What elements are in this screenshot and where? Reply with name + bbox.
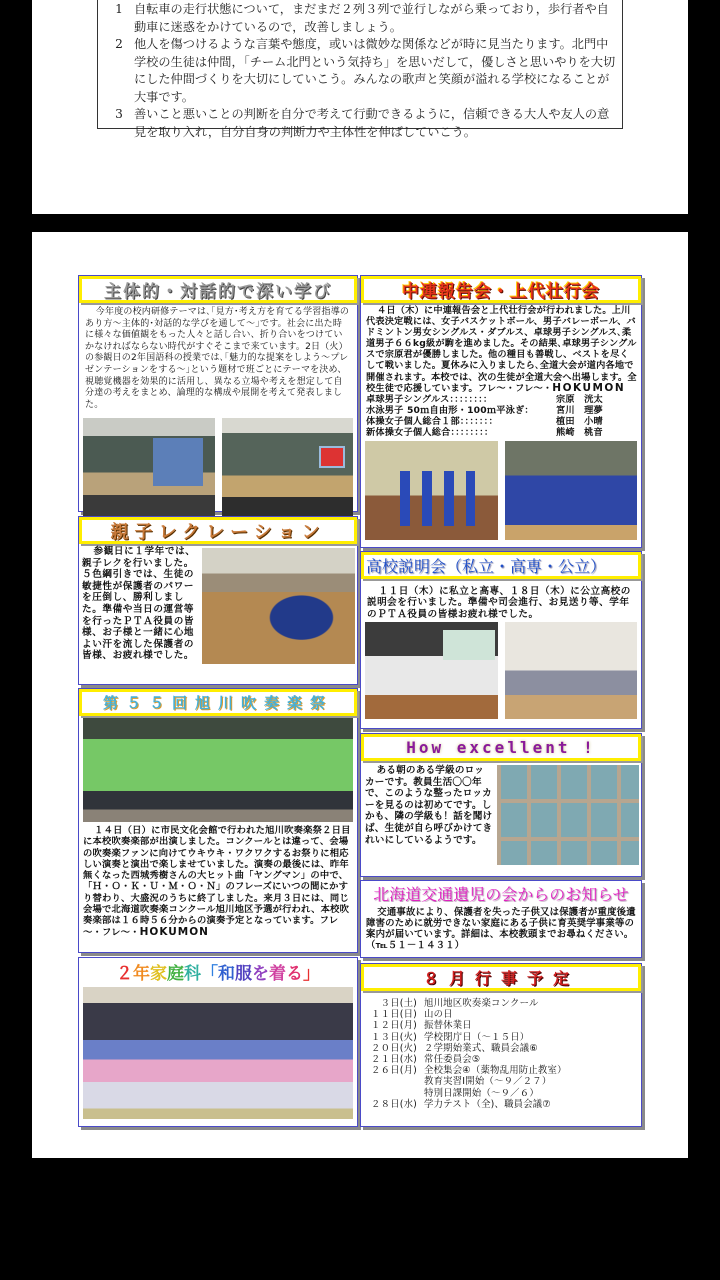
schedule-row <box>371 1054 637 1065</box>
rule-number: 1 <box>115 2 123 16</box>
section-brass-festival <box>78 688 358 953</box>
photo-gym-briefing-1 <box>365 622 498 719</box>
document-page-2 <box>32 232 688 1158</box>
section-body <box>361 905 641 951</box>
schedule-row <box>371 1099 637 1110</box>
schedule-event: ２学期始業式、職員会議⑥ <box>424 1042 538 1054</box>
newsletter-sheet <box>78 275 642 1127</box>
rule-number: 3 <box>115 107 123 121</box>
document-page-1 <box>32 0 688 214</box>
athlete-list <box>366 394 637 438</box>
section-title: 中連報告会・上代壮行会 <box>361 276 641 303</box>
schedule-row <box>371 1065 637 1076</box>
photo-yukata-class <box>83 987 353 1119</box>
schedule-row <box>371 998 637 1009</box>
schedule-event: 振替休業日 <box>424 1020 472 1032</box>
section-text: ４日（木）に中連報告会と上代壮行会が行われました。上川代表決定戦には、女子バスケットボール、男子バレーボール、バドミントン男女シングルス・ダブルス、卓球男子シングルス､柔道男子６６kg級が駒を進めました。その結果､卓球男子シングルスで宗原君が優勝しました。他の種目も善戦し、ベストを尽くして戦いました。夏休みに入りましたら､全道大会が道内各地で開催されます。本校では、次の生徒が全道大会へ出場します。全校生徒で応援しています。フレ～・フレ～・HOKUMON <box>366 305 637 394</box>
schedule-event: 教育実習Ⅰ開始（～９／２７） <box>424 1076 552 1088</box>
photo-tidy-lockers <box>497 765 639 865</box>
athlete-row: 卓球男子シングルス：：：：：：：： 宗原 洸太 <box>366 393 603 405</box>
schedule-row <box>371 1032 637 1043</box>
rule-number: 2 <box>115 37 123 51</box>
section-text: １４日（日）に市民文化会館で行われた旭川吹奏楽祭２日目に本校吹奏楽部が出演しました。コンクールとは違って、会場の吹奏楽ファンに向けてウキウキ・ワクワクするお祭りに相応しい演奏と演出で楽しませていました。演奏の最後には、昨年無くなった西城秀樹さんの大ヒット曲「ヤングマン」の中で、「Ｈ・Ｏ・Ｋ・Ｕ・Ｍ・Ｏ・Ｎ」のフレーズにいつの間にかすり替わり、大盛況のうちに終了しました。来月３日には、同じ会場で北海道吹奏楽コンクール旭川地区予選が行われ、本校吹奏楽部は１６時５６分からの演奏予定となっています。フレ～・フレ～・HOKUMON <box>83 825 351 938</box>
hokumon-cheer: HOKUMON <box>139 925 209 938</box>
section-title: 第５５回旭川吹奏楽祭 <box>79 689 357 716</box>
section-title: ２ 年 家 庭 科 「 和 服 を 着 る 」 <box>79 958 357 985</box>
schedule-event: 旭川地区吹奏楽コンクール <box>424 998 539 1009</box>
rule-item <box>104 106 616 141</box>
photo-stage-report <box>365 441 498 540</box>
section-title: 高校説明会（私立・高専・公立） <box>361 552 641 579</box>
schedule-event: 常任委員会⑤ <box>424 1054 481 1066</box>
section-how-excellent <box>360 733 642 877</box>
section-title: How excellent ! <box>361 734 641 761</box>
photo-gym-briefing-2 <box>505 622 638 719</box>
schedule-event: 特別日課開始（～９／６） <box>424 1087 539 1099</box>
section-body <box>79 824 357 938</box>
schedule-date <box>371 1076 424 1087</box>
rule-item <box>104 1 616 36</box>
section-title: ８月行事予定 <box>361 964 641 991</box>
section-title: 親子レクレーション <box>79 517 357 544</box>
schedule-list <box>361 991 641 1110</box>
schedule-date: １３日(火) <box>371 1031 418 1043</box>
schedule-date: ３日(土) <box>371 998 418 1009</box>
section-text: 交通事故により、保護者を失った子供又は保護者が重度後遺障害のために就労できない家庭にある子供に育英奨学事業等の案内が届いています。詳細は、本校教頭までお尋ねください。 （℡５１－１４３１） <box>366 907 639 952</box>
section-text: １１日（木）に私立と高専、１８日（木）に公立高校の説明会を行いました。準備や司会進行、お見送り等、学年のＰＴＡ役員の皆様お疲れ様でした。 <box>367 586 631 620</box>
rules-box <box>97 0 623 139</box>
section-text: 今年度の校内研修テーマは､｢見方･考え方を育てる学習指導のあり方～主体的･対話的な学びを通して～｣です。社会に出た時に様々な価値観をもった人々と話し合い、折り合いをつけていかなければならない時代がすぐそこまで来ています。2日（火）の参観日の2年国語科の授業では､｢魅力的な提案をしよう～プレゼンテーションをする～｣という題材で班ごとにテーマを決め、視聴覚機器を効果的に活用し、異なる立場や考えを想定して自分達の考えをまとめ、論理的な構成や展開を考えて発表しました。 <box>85 307 350 410</box>
schedule-row <box>371 1088 637 1099</box>
section-title: 主体的・対話的で深い学び <box>79 276 357 303</box>
photo-row <box>361 620 641 723</box>
section-traffic-orphans <box>360 880 642 958</box>
schedule-date: ２６日(月) <box>371 1065 418 1077</box>
schedule-date: ２０日(火) <box>371 1042 418 1054</box>
photo-classroom-presentation-2 <box>222 418 354 517</box>
hokumon-cheer: HOKUMON <box>552 381 626 394</box>
schedule-row <box>371 1020 637 1031</box>
rule-item <box>104 36 616 106</box>
section-parent-child-rec <box>78 516 358 685</box>
schedule-date: １１日(日) <box>371 1009 418 1021</box>
section-kimono <box>78 957 358 1127</box>
schedule-event: 学力テスト（全)、職員会議⑦ <box>424 1098 551 1110</box>
photo-cheering-rally <box>505 441 638 540</box>
section-district-meet <box>360 275 642 548</box>
section-body <box>361 761 641 846</box>
athlete-row: 新体操女子個人総合：：：：：：：： 熊崎 桃音 <box>366 427 603 439</box>
athlete-row: 体操女子個人総合１部：：：：：：： 植田 小晴 <box>366 415 603 427</box>
schedule-event: 学校閉庁日（～１５日） <box>424 1031 530 1043</box>
schedule-date: １２日(月) <box>371 1020 418 1032</box>
section-high-school-info <box>360 551 642 729</box>
photo-row <box>79 414 357 521</box>
athlete-row: 水泳男子 50ｍ自由形・100ｍ平泳ぎ： 宮川 理夢 <box>366 404 603 416</box>
photo-classroom-presentation-1 <box>83 418 215 517</box>
schedule-row <box>371 1009 637 1020</box>
schedule-date: ２８日(水) <box>371 1098 418 1110</box>
schedule-event: 全校集会④（薬物乱用防止教室） <box>424 1065 567 1077</box>
section-body <box>361 579 641 620</box>
photo-row <box>361 438 641 544</box>
section-body <box>79 544 357 662</box>
rule-text: 他人を傷つけるような言葉や態度，或いは微妙な関係などが時に見当たります。北門中学校の生徒は仲間，「チーム北門という気持ち」を思いだして，優しさと思いやりを大切にした仲間づくりを大切にしていこう。みんなの歌声と笑顔が溢れる学校になることが大事です。 <box>134 37 616 104</box>
schedule-event: 山の日 <box>424 1009 453 1021</box>
schedule-row <box>371 1043 637 1054</box>
section-body <box>79 303 357 414</box>
section-august-schedule <box>360 963 642 1127</box>
rule-text: 自転車の走行状態について，まだまだ２列３列で並行しながら乗っており，歩行者や自動車に迷惑をかけているので，改善しましょう。 <box>134 2 609 34</box>
schedule-date: ２１日(水) <box>371 1054 418 1066</box>
section-deep-learning <box>78 275 358 512</box>
section-body <box>361 303 641 438</box>
photo-tug-of-war <box>202 548 355 664</box>
section-text: 参観日に１学年では、親子レクを行いました。５色綱引きでは、生徒の敏捷性が保護者のパワーを圧倒し、勝利しました。準備や当日の運営等を行ったＰＴＡ役員の皆様、お子様と一緒に心地よい汗を流した保護者の皆様、お疲れ様でした。 <box>82 546 196 662</box>
section-text: ある朝のある学級のロッカーです。教員生活〇〇年で、このような整ったロッカーを見るのは初めてです。しかも、隣の学級も！話を聞けば、生徒が自ら呼びかけてきれいにしているようです。 <box>365 765 493 846</box>
rule-text: 善いこと悪いことの判断を自分で考えて行動できるように，信頼できる大人や友人の意見を取り入れ，自分自身の判断力や主体性を伸ばしていこう。 <box>134 107 610 139</box>
schedule-row <box>371 1076 637 1087</box>
photo-brass-band-group <box>83 718 353 822</box>
schedule-date <box>371 1088 424 1099</box>
section-title: 北海道交通遺児の会からのお知らせ <box>361 881 641 905</box>
